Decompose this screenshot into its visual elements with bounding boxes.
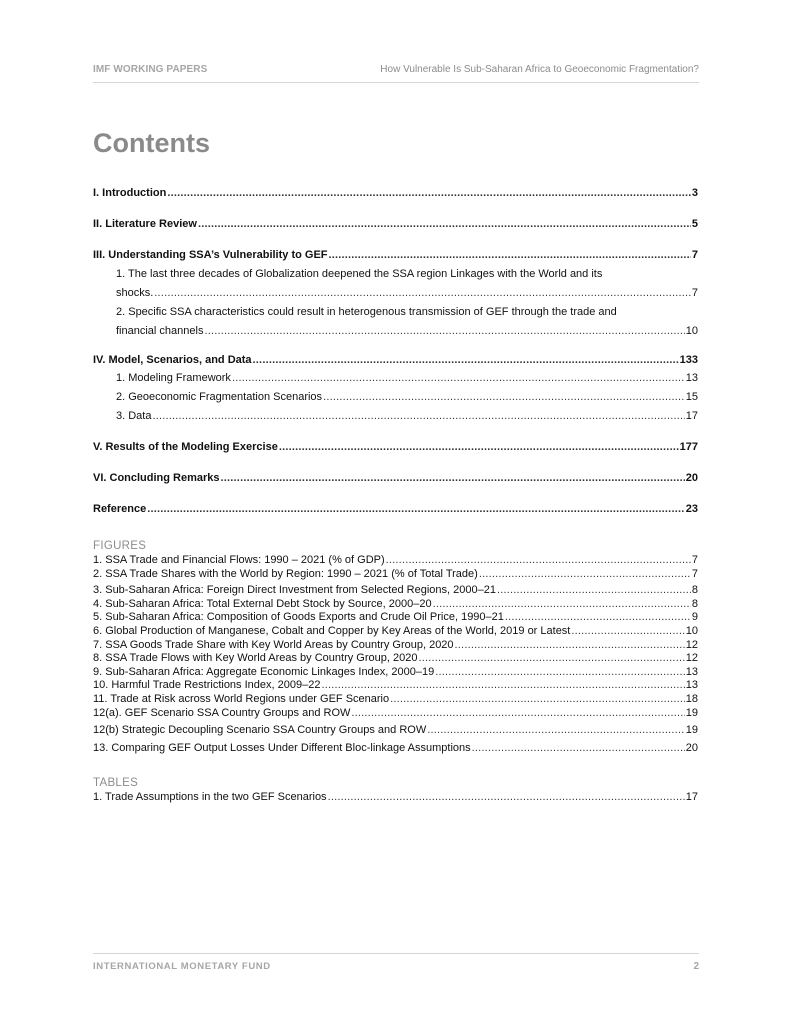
figure-label: 10. Harmful Trade Restrictions Index, 2009–22 xyxy=(93,679,321,692)
figure-page-number: 7 xyxy=(691,554,698,566)
dot-leader xyxy=(152,407,684,426)
dot-leader xyxy=(505,611,691,625)
header-paper-title: How Vulnerable Is Sub-Saharan Africa to Geoeconomic Fragmentation? xyxy=(380,64,699,75)
figure-label: 12(b) Strategic Decoupling Scenario SSA Country Groups and ROW xyxy=(93,724,427,737)
toc-page-number: 133 xyxy=(679,354,698,366)
dot-leader xyxy=(323,388,685,407)
dot-leader xyxy=(253,353,679,367)
figure-entry[interactable] xyxy=(93,611,698,625)
table-of-contents xyxy=(93,186,698,805)
toc-subsection-label: 2. Geoeconomic Fragmentation Scenarios xyxy=(116,391,323,403)
figure-page-number: 7 xyxy=(691,567,698,580)
dot-leader xyxy=(386,554,691,568)
toc-section-literature-review[interactable] xyxy=(93,217,698,231)
toc-subsection-gef-scenarios[interactable] xyxy=(93,388,698,407)
toc-page-number: 15 xyxy=(685,391,698,403)
figure-label: 8. SSA Trade Flows with Key World Areas by Country Group, 2020 xyxy=(93,652,418,665)
figure-page-number: 12 xyxy=(685,652,698,665)
figure-entry[interactable] xyxy=(93,652,698,666)
figure-label: 9. Sub-Saharan Africa: Aggregate Economic Linkages Index, 2000–19 xyxy=(93,665,435,678)
toc-page-number: 7 xyxy=(691,249,698,261)
toc-section-label: IV. Model, Scenarios, and Data xyxy=(93,354,252,366)
dot-leader xyxy=(351,707,684,721)
dot-leader xyxy=(427,724,685,738)
figure-page-number: 20 xyxy=(685,741,698,754)
toc-page-number: 177 xyxy=(679,441,698,453)
toc-subsection-globalization[interactable] xyxy=(93,265,698,303)
toc-page-number: 10 xyxy=(685,325,698,337)
tables-list xyxy=(93,791,698,805)
toc-page-number: 17 xyxy=(685,410,698,422)
figure-page-number: 13 xyxy=(685,679,698,692)
toc-subsection-label: financial channels xyxy=(116,325,204,337)
figure-entry[interactable] xyxy=(93,598,698,612)
figure-entry[interactable] xyxy=(93,568,698,582)
figure-label: 1. SSA Trade and Financial Flows: 1990 – 2021 (% of GDP) xyxy=(93,554,385,566)
dot-leader xyxy=(571,625,684,639)
toc-subsection-line xyxy=(93,284,698,303)
toc-page-number: 13 xyxy=(685,372,698,384)
toc-section-label: VI. Concluding Remarks xyxy=(93,472,220,484)
figure-page-number: 19 xyxy=(685,706,698,719)
figure-entry[interactable] xyxy=(93,693,698,707)
toc-subsection-ssa-characteristics[interactable] xyxy=(93,303,698,341)
toc-subsection-label: shocks. xyxy=(116,287,154,299)
figure-entry[interactable] xyxy=(93,639,698,653)
dot-leader xyxy=(221,471,685,485)
toc-subsection-modeling-framework[interactable] xyxy=(93,369,698,388)
dot-leader xyxy=(479,568,691,582)
dot-leader xyxy=(154,284,691,303)
figure-label: 7. SSA Goods Trade Share with Key World Areas by Country Group, 2020 xyxy=(93,638,454,651)
dot-leader xyxy=(329,248,691,262)
toc-subsection-label: 1. Modeling Framework xyxy=(116,372,231,384)
figure-label: 2. SSA Trade Shares with the World by Region: 1990 – 2021 (% of Total Trade) xyxy=(93,567,478,580)
table-entry[interactable] xyxy=(93,791,698,805)
dot-leader xyxy=(435,666,685,680)
toc-section-understanding-vulnerability[interactable] xyxy=(93,248,698,262)
page-header xyxy=(93,64,699,83)
figure-page-number: 12 xyxy=(685,638,698,651)
figure-entry[interactable] xyxy=(93,666,698,680)
figure-label: 3. Sub-Saharan Africa: Foreign Direct Investment from Selected Regions, 2000–21 xyxy=(93,584,496,597)
page-title: Contents xyxy=(93,128,210,158)
figure-label: 4. Sub-Saharan Africa: Total External Debt Stock by Source, 2000–20 xyxy=(93,597,432,610)
dot-leader xyxy=(198,217,691,231)
toc-section-concluding-remarks[interactable] xyxy=(93,471,698,485)
dot-leader xyxy=(472,742,685,756)
dot-leader xyxy=(433,598,691,612)
figure-entry[interactable] xyxy=(93,707,698,721)
dot-leader xyxy=(390,693,685,707)
page-footer xyxy=(93,953,699,972)
figures-list xyxy=(93,554,698,755)
figure-page-number: 19 xyxy=(685,724,698,737)
toc-subsection-data[interactable] xyxy=(93,407,698,426)
figure-label: 11. Trade at Risk across World Regions under GEF Scenario xyxy=(93,692,390,705)
toc-section-introduction[interactable] xyxy=(93,186,698,200)
figure-entry[interactable] xyxy=(93,742,698,756)
figure-label: 12(a). GEF Scenario SSA Country Groups and ROW xyxy=(93,706,351,719)
dot-leader xyxy=(418,652,684,666)
figure-entry[interactable] xyxy=(93,584,698,598)
dot-leader xyxy=(321,679,684,693)
dot-leader xyxy=(232,369,685,388)
figure-page-number: 8 xyxy=(691,597,698,610)
toc-section-label: Reference xyxy=(93,503,147,515)
toc-section-label: V. Results of the Modeling Exercise xyxy=(93,441,278,453)
footer-publisher: INTERNATIONAL MONETARY FUND xyxy=(93,961,271,972)
figure-page-number: 13 xyxy=(685,665,698,678)
figures-heading: FIGURES xyxy=(93,540,147,552)
toc-section-label: III. Understanding SSA’s Vulnerability to GEF xyxy=(93,249,328,261)
figure-entry[interactable] xyxy=(93,554,698,568)
toc-subsection-line: 1. The last three decades of Globalization deepened the SSA region Linkages with the World and its xyxy=(116,268,603,280)
figure-label: 6. Global Production of Manganese, Cobalt and Copper by Key Areas of the World, 2019 or Latest xyxy=(93,624,571,637)
toc-section-results[interactable] xyxy=(93,440,698,454)
toc-section-model-scenarios-data[interactable] xyxy=(93,353,698,367)
toc-page-number: 5 xyxy=(691,218,698,230)
figure-page-number: 10 xyxy=(685,624,698,637)
toc-subsection-label: 3. Data xyxy=(116,410,152,422)
dot-leader xyxy=(279,440,679,454)
dot-leader xyxy=(328,791,685,805)
header-series-title: IMF WORKING PAPERS xyxy=(93,64,208,75)
footer-page-number: 2 xyxy=(693,961,699,972)
tables-heading: TABLES xyxy=(93,777,139,790)
dot-leader xyxy=(455,639,685,653)
toc-page-number: 7 xyxy=(691,287,698,299)
figure-page-number: 9 xyxy=(691,611,698,624)
figure-entry[interactable] xyxy=(93,724,698,738)
toc-page-number: 20 xyxy=(685,472,698,484)
figure-entry[interactable] xyxy=(93,625,698,639)
figure-page-number: 8 xyxy=(691,584,698,597)
toc-page-number: 3 xyxy=(691,187,698,199)
figure-entry[interactable] xyxy=(93,679,698,693)
figure-label: 13. Comparing GEF Output Losses Under Different Bloc-linkage Assumptions xyxy=(93,741,471,754)
dot-leader xyxy=(497,584,691,598)
toc-page-number: 23 xyxy=(685,503,698,515)
dot-leader xyxy=(147,502,685,516)
dot-leader xyxy=(204,322,684,341)
toc-section-label: I. Introduction xyxy=(93,187,167,199)
figure-page-number: 18 xyxy=(685,692,698,705)
toc-section-label: II. Literature Review xyxy=(93,218,197,230)
table-page-number: 17 xyxy=(685,791,698,804)
toc-subsection-line: 2. Specific SSA characteristics could result in heterogenous transmission of GEF through the trade and xyxy=(116,306,617,318)
toc-subsection-line xyxy=(93,322,698,341)
figure-label: 5. Sub-Saharan Africa: Composition of Goods Exports and Crude Oil Price, 1990–21 xyxy=(93,611,504,624)
table-label: 1. Trade Assumptions in the two GEF Scenarios xyxy=(93,791,327,804)
toc-section-reference[interactable] xyxy=(93,502,698,516)
dot-leader xyxy=(167,186,691,200)
